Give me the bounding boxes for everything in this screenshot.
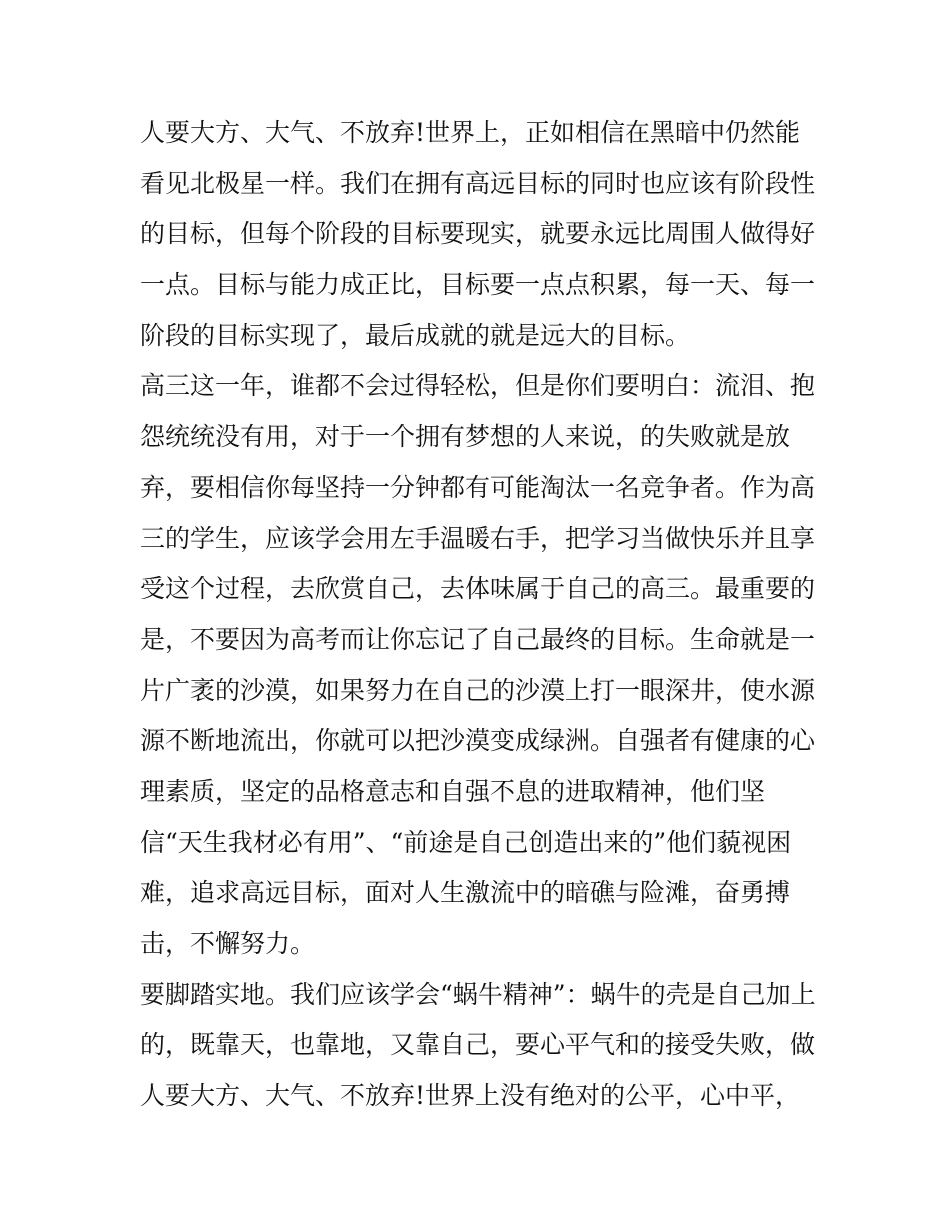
text-line: 一点。目标与能力成正比，目标要一点点积累，每一天、每一 — [140, 270, 816, 300]
text-line: 三的学生，应该学会用左手温暖右手，把学习当做快乐并且享 — [140, 523, 816, 553]
text-line: 人要大方、大气、不放弃!世界上没有绝对的公平，心中平， — [140, 1081, 801, 1111]
text-line: 怨统统没有用，对于一个拥有梦想的人来说，的失败就是放 — [140, 422, 791, 452]
text-line: 难，追求高远目标，面对人生激流中的暗礁与险滩，奋勇搏 — [140, 878, 791, 908]
text-line: 看见北极星一样。我们在拥有高远目标的同时也应该有阶段性 — [140, 168, 816, 198]
body-text — [140, 108, 820, 1122]
text-line: 片广袤的沙漠，如果努力在自己的沙漠上打一眼深井，使水源 — [140, 675, 816, 705]
text-line: 要脚踏实地。我们应该学会“蜗牛精神”：蜗牛的壳是自己加上 — [140, 979, 816, 1009]
text-line: 源不断地流出，你就可以把沙漠变成绿洲。自强者有健康的心 — [140, 726, 816, 756]
text-line: 高三这一年，谁都不会过得轻松，但是你们要明白：流泪、抱 — [140, 371, 816, 401]
text-line: 的目标，但每个阶段的目标要现实，就要永远比周围人做得好 — [140, 219, 816, 249]
text-line: 击，不懈努力。 — [140, 929, 316, 958]
text-line: 人要大方、大气、不放弃!世界上，正如相信在黑暗中仍然能 — [140, 118, 801, 147]
text-line: 受这个过程，去欣赏自己，去体味属于自己的高三。最重要的 — [140, 574, 816, 604]
text-line: 信“天生我材必有用”、“前途是自己创造出来的”他们藐视困 — [140, 827, 792, 857]
text-line: 的，既靠天，也靠地，又靠自己，要心平气和的接受失败，做 — [140, 1030, 816, 1060]
text-line: 阶段的目标实现了，最后成就的就是远大的目标。 — [140, 320, 691, 350]
text-line: 理素质，坚定的品格意志和自强不息的进取精神，他们坚 — [140, 776, 766, 806]
text-line: 是，不要因为高考而让你忘记了自己最终的目标。生命就是一 — [140, 624, 816, 654]
text-line: 弃，要相信你每坚持一分钟都有可能淘汰一名竞争者。作为高 — [140, 472, 816, 502]
